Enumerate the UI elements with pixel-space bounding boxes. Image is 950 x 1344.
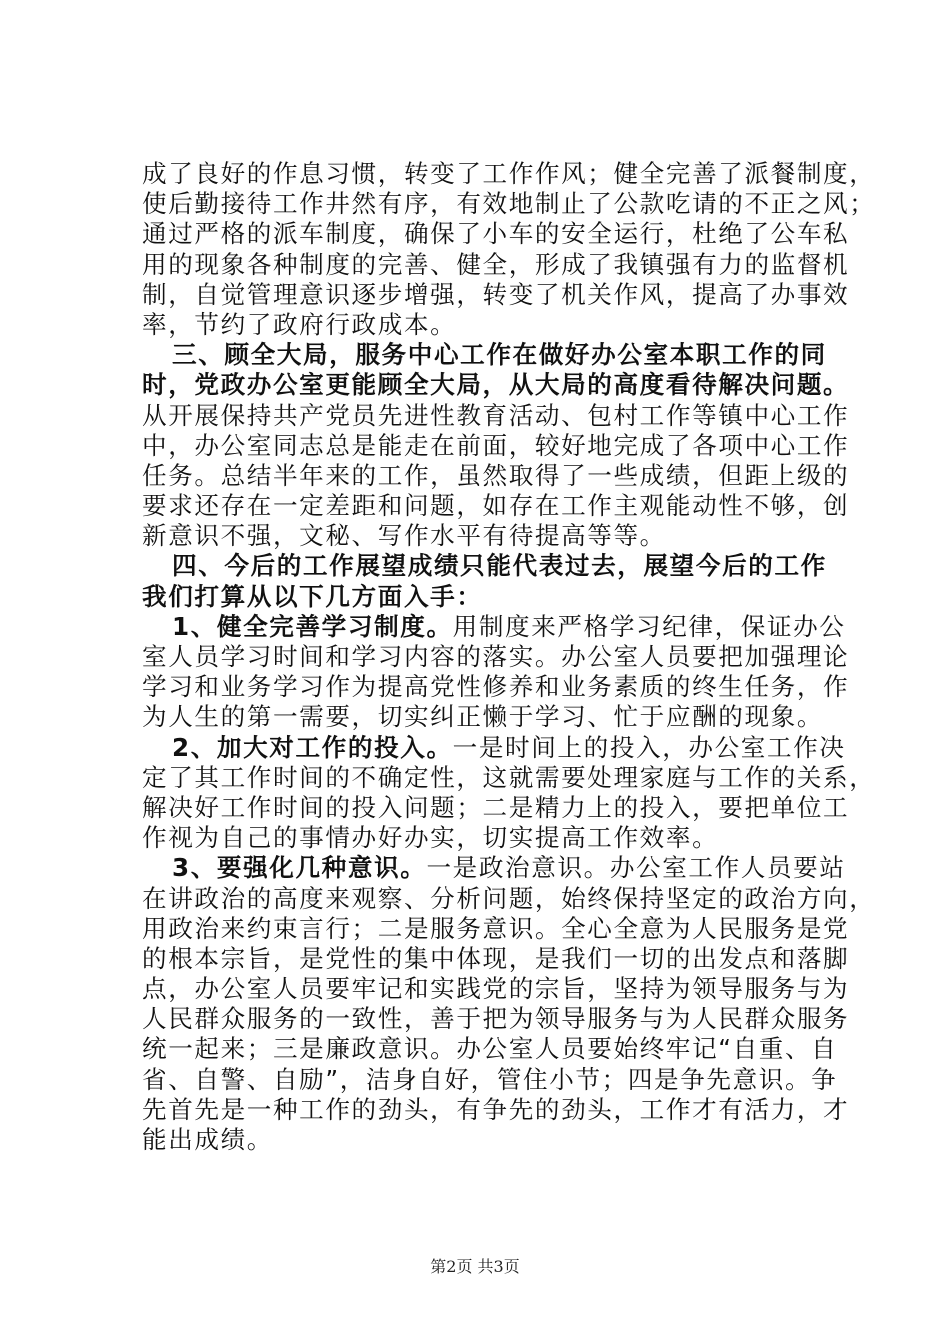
text-line xyxy=(142,853,846,883)
text-line: 为人生的第一需要，切实纠正懒于学习、忙于应酬的现象。 xyxy=(142,702,824,732)
text-line: 在讲政治的高度来观察、分析问题，始终保持坚定的政治方向， xyxy=(142,883,876,913)
text-line: 学习和业务学习作为提高党性修养和业务素质的终生任务，作 xyxy=(142,672,850,702)
text-line: 使后勤接待工作井然有序，有效地制止了公款吃请的不正之风； xyxy=(142,189,876,219)
text-line: 要求还存在一定差距和问题，如存在工作主观能动性不够，创 xyxy=(142,491,850,521)
page-footer xyxy=(0,1254,950,1277)
item-heading: 2、加大对工作的投入。 xyxy=(172,732,453,762)
text-line: 省、自警、自励”，洁身自好，管住小节；四是争先意识。争 xyxy=(142,1064,838,1094)
document-body xyxy=(142,159,876,1155)
text-line xyxy=(142,611,846,642)
text-line: 任务。总结半年来的工作，虽然取得了一些成绩，但距上级的 xyxy=(142,460,850,490)
text-line: 人民群众服务的一致性，善于把为领导服务与为人民群众服务 xyxy=(142,1004,850,1034)
text-line: 从开展保持共产党员先进性教育活动、包村工作等镇中心工作 xyxy=(142,400,850,430)
text-line: 作视为自己的事情办好办实，切实提高工作效率。 xyxy=(142,823,719,853)
text-line: 中，办公室同志总是能走在前面，较好地完成了各项中心工作 xyxy=(142,430,850,460)
section-heading-line: 时，党政办公室更能顾全大局，从大局的高度看待解决问题。 xyxy=(142,370,850,400)
text-line: 定了其工作时间的不确定性，这就需要处理家庭与工作的关系， xyxy=(142,762,876,792)
text-line: 通过严格的派车制度，确保了小车的安全运行，杜绝了公车私 xyxy=(142,219,850,249)
text-line: 室人员学习时间和学习内容的落实。办公室人员要把加强理论 xyxy=(142,642,850,671)
text-line: 成了良好的作息习惯，转变了工作作风；健全完善了派餐制度， xyxy=(142,159,876,188)
text-line: 新意识不强，文秘、写作水平有待提高等等。 xyxy=(142,521,666,551)
text-line: 解决好工作时间的投入问题；二是精力上的投入，要把单位工 xyxy=(142,792,850,822)
item-text: 一是时间上的投入，办公室工作决 xyxy=(452,732,846,762)
section-heading-line: 我们打算从以下几方面入手： xyxy=(142,581,483,611)
text-line: 率，节约了政府行政成本。 xyxy=(142,309,457,339)
text-line: 点，办公室人员要牢记和实践党的宗旨，坚持为领导服务与为 xyxy=(142,974,850,1004)
text-line: 制，自觉管理意识逐步增强，转变了机关作风，提高了办事效 xyxy=(142,279,850,309)
text-line: 能出成绩。 xyxy=(142,1125,273,1154)
page-number: 第2页 共3页 xyxy=(430,1257,520,1276)
text-line: 先首先是一种工作的劲头，有争先的劲头，工作才有活力，才 xyxy=(142,1094,850,1124)
text-line: 用政治来约束言行；二是服务意识。全心全意为人民服务是党 xyxy=(142,913,850,943)
section-heading-line: 三、顾全大局，服务中心工作在做好办公室本职工作的同 xyxy=(172,340,827,370)
item-text: 一是政治意识。办公室工作人员要站 xyxy=(426,853,846,883)
section-heading-line: 四、今后的工作展望成绩只能代表过去，展望今后的工作 xyxy=(172,551,827,581)
text-line: 统一起来；三是廉政意识。办公室人员要始终牢记“自重、自 xyxy=(142,1034,838,1064)
text-line: 的根本宗旨，是党性的集中体现，是我们一切的出发点和落脚 xyxy=(142,943,850,973)
item-heading: 3、要强化几种意识。 xyxy=(172,853,427,883)
item-text: 用制度来严格学习纪律，保证办公 xyxy=(452,611,846,641)
item-heading: 1、健全完善学习制度。 xyxy=(172,611,453,641)
text-line: 用的现象各种制度的完善、健全，形成了我镇强有力的监督机 xyxy=(142,249,850,279)
text-line xyxy=(142,732,846,763)
